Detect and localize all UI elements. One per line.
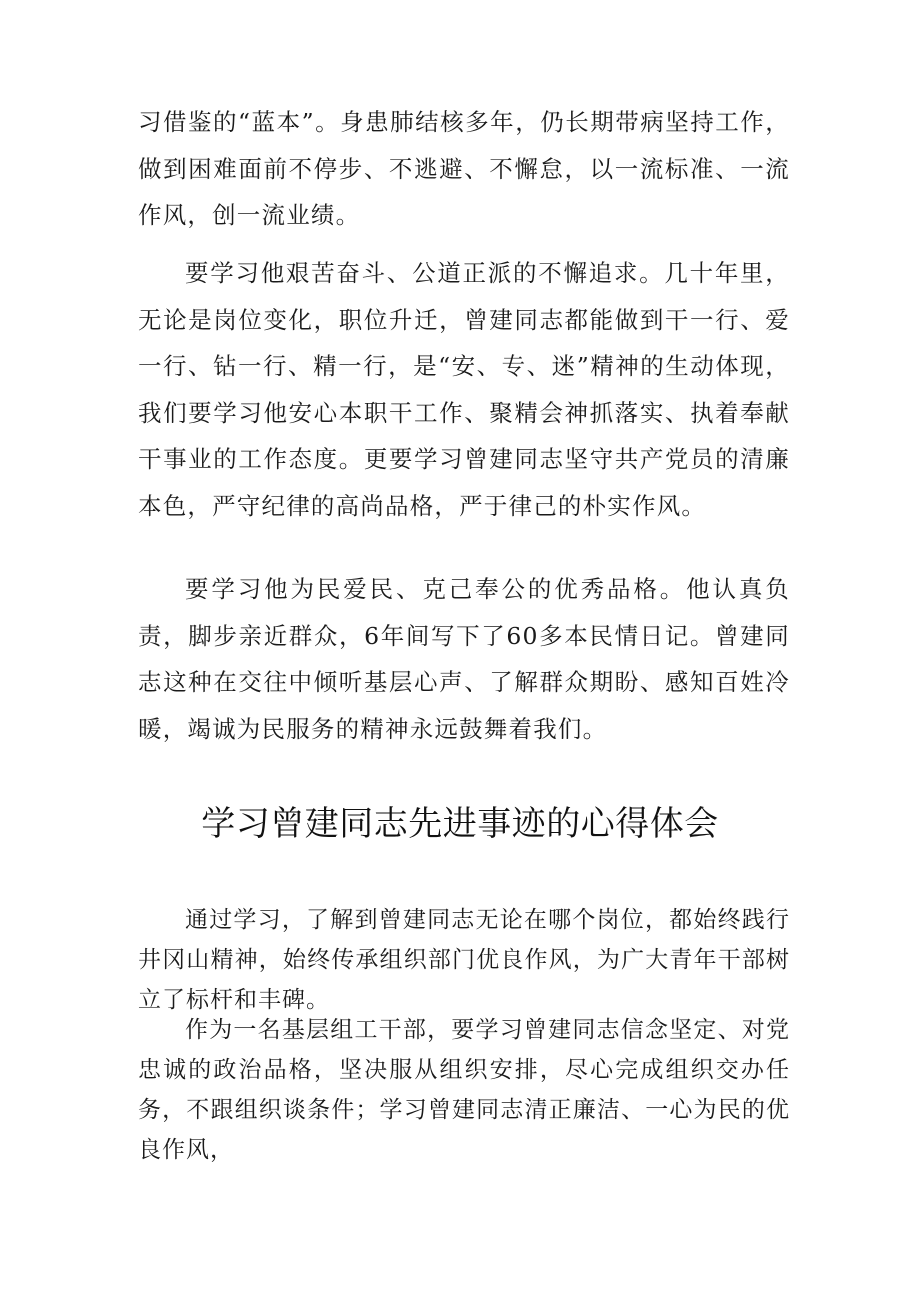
article-title: 学习曾建同志先进事迹的心得体会 [201, 804, 719, 844]
body-paragraph-intro: 通过学习，了解到曾建同志无论在哪个岗位，都始终践行井冈山精神，始终传承组织部门优良作风，为广大青年干部树立了标杆和丰碑。 [138, 907, 790, 1013]
body-paragraph-people: 要学习他为民爱民、克己奉公的优秀品格。他认真负责，脚步亲近群众，6年间写下了60多本民情日记。曾建同志这种在交往中倾听基层心声、了解群众期盼、感知百姓冷暖，竭诚为民服务的精神永远鼓舞着我们。 [138, 575, 790, 743]
body-paragraph-struggle: 要学习他艰苦奋斗、公道正派的不懈追求。几十年里，无论是岗位变化，职位升迁，曾建同志都能做到干一行、爱一行、钻一行、精一行，是“安、专、迷”精神的生动体现，我们要学习他安心本职干工作、聚精会神抓落实、执着奉献干事业的工作态度。更要学习曾建同志坚守共产党员的清廉本色，严守纪律的高尚品格，严于律己的朴实作风。 [138, 259, 790, 520]
body-paragraph-cadre: 作为一名基层组工干部，要学习曾建同志信念坚定、对党忠诚的政治品格，坚决服从组织安排，尽心完成组织交办任务，不跟组织谈条件；学习曾建同志清正廉洁、一心为民的优良作风， [138, 1017, 790, 1163]
body-paragraph-continued: 习借鉴的“蓝本”。身患肺结核多年，仍长期带病坚持工作，做到困难面前不停步、不逃避、不懈怠，以一流标准、一流作风，创一流业绩。 [138, 108, 790, 229]
